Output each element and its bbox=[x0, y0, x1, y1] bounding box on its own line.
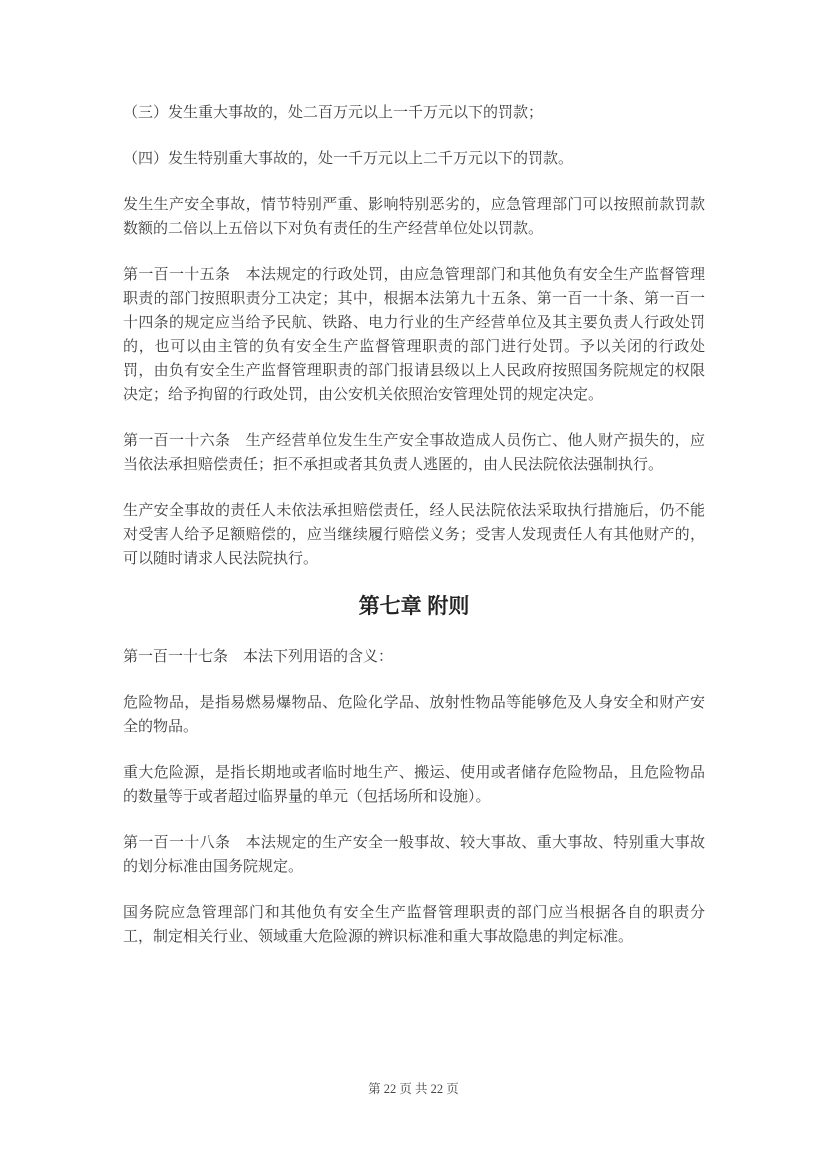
page-footer bbox=[0, 1081, 827, 1097]
paragraph-item-4: （四）发生特别重大事故的，处一千万元以上二千万元以下的罚款。 bbox=[123, 151, 574, 167]
page-number-text: 第 22 页 共 22 页 bbox=[368, 1082, 459, 1096]
paragraph-article-118: 第一百一十八条 本法规定的生产安全一般事故、较大事故、重大事故、特别重大事故的划分标准由国务院规定。 bbox=[123, 835, 705, 875]
paragraph-dangerous-goods-definition: 危险物品，是指易燃易爆物品、危险化学品、放射性物品等能够危及人身安全和财产安全的物品。 bbox=[123, 695, 705, 735]
paragraph-article-115: 第一百一十五条 本法规定的行政处罚，由应急管理部门和其他负有安全生产监督管理职责的部门按照职责分工决定；其中，根据本法第九十五条、第一百一十条、第一百一十四条的规定应当给予民航、铁路、电力行业的生产经营单位及其主要负责人行政处罚的，也可以由主管的负有安全生产监督管理职责的部门进行处罚。予以关闭的行政处罚，由负有安全生产监督管理职责的部门报请县级以上人民政府按照国务院规定的权限决定；给予拘留的行政处罚，由公安机关依照治安管理处罚的规定决定。 bbox=[123, 267, 705, 403]
chapter-heading: 第七章 附则 bbox=[358, 595, 470, 618]
paragraph-article-117: 第一百一十七条 本法下列用语的含义： bbox=[123, 649, 394, 665]
paragraph-article-116: 第一百一十六条 生产经营单位发生生产安全事故造成人员伤亡、他人财产损失的，应当依法承担赔偿责任；拒不承担或者其负责人逃匿的，由人民法院依法强制执行。 bbox=[123, 433, 705, 473]
paragraph-penalty-multiplier: 发生生产安全事故，情节特别严重、影响特别恶劣的，应急管理部门可以按照前款罚款数额的二倍以上五倍以下对负有责任的生产经营单位处以罚款。 bbox=[123, 197, 705, 237]
paragraph-compensation: 生产安全事故的责任人未依法承担赔偿责任，经人民法院依法采取执行措施后，仍不能对受害人给予足额赔偿的，应当继续履行赔偿义务；受害人发现责任人有其他财产的，可以随时请求人民法院执行。 bbox=[123, 503, 705, 567]
paragraph-item-3: （三）发生重大事故的，处二百万元以上一千万元以下的罚款； bbox=[123, 105, 544, 121]
paragraph-state-council-standards: 国务院应急管理部门和其他负有安全生产监督管理职责的部门应当根据各自的职责分工，制定相关行业、领域重大危险源的辨识标准和重大事故隐患的判定标准。 bbox=[123, 905, 705, 945]
paragraph-major-hazard-definition: 重大危险源，是指长期地或者临时地生产、搬运、使用或者储存危险物品，且危险物品的数量等于或者超过临界量的单元（包括场所和设施）。 bbox=[123, 765, 705, 805]
